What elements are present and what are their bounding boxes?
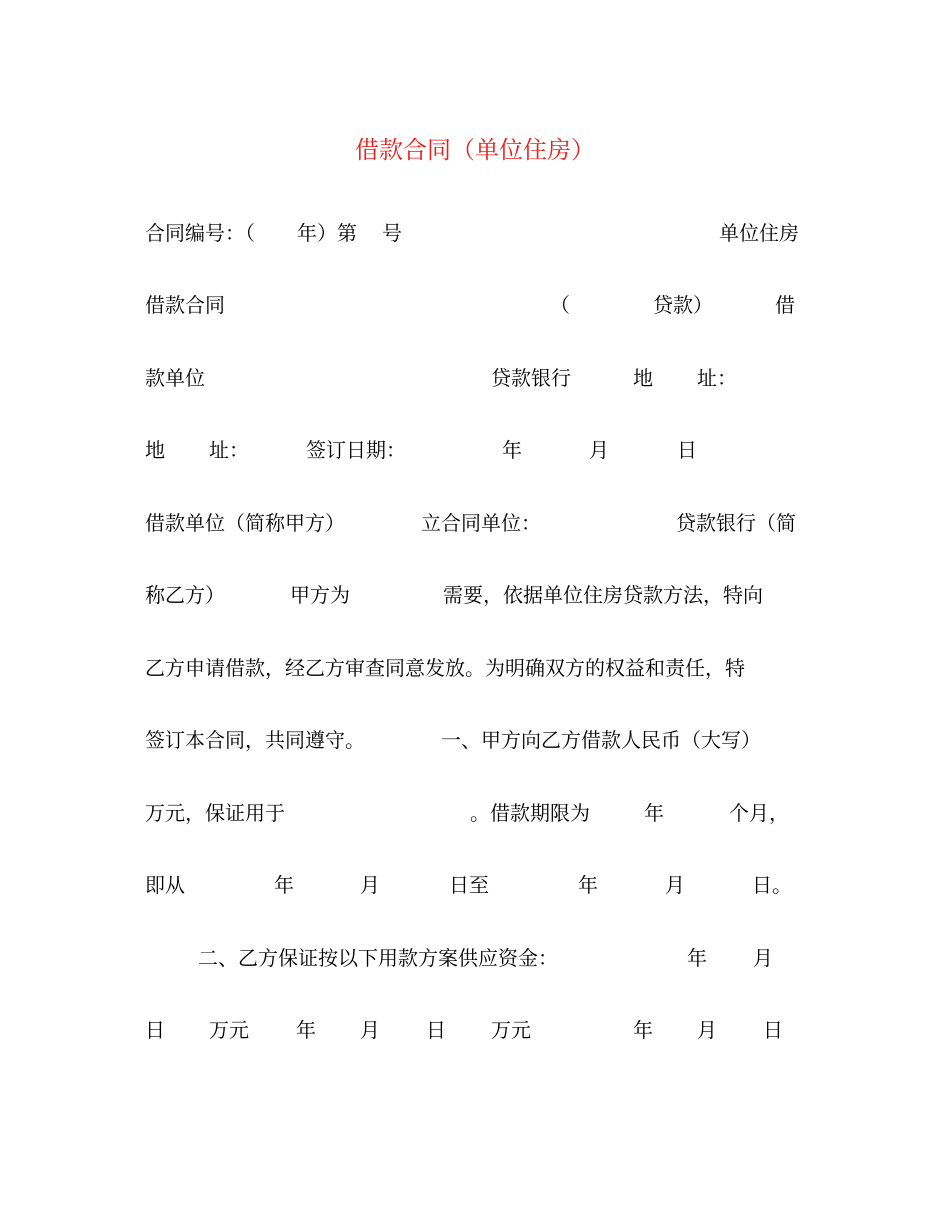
text-segment: 月 bbox=[665, 873, 685, 897]
text-segment: 万元，保证用于 bbox=[145, 801, 285, 825]
text-line-3 bbox=[0, 363, 950, 393]
text-segment: 址： bbox=[697, 366, 737, 390]
text-line-10 bbox=[0, 870, 950, 900]
text-segment: 址： bbox=[209, 438, 249, 462]
contract-number-label: 合同编号：（ bbox=[145, 221, 255, 245]
text-line-11 bbox=[0, 943, 950, 973]
text-line-2 bbox=[0, 290, 950, 320]
text-segment: 年 bbox=[274, 873, 294, 897]
text-line-6 bbox=[0, 580, 950, 610]
text-line-4 bbox=[0, 435, 950, 465]
text-segment: 万元 bbox=[209, 1018, 249, 1042]
text-segment: 年 bbox=[687, 946, 707, 970]
text-segment: 月 bbox=[360, 873, 380, 897]
text-segment: 乙方申请借款，经乙方审查同意发放。为明确双方的权益和责任，特 bbox=[145, 656, 745, 680]
clause-two-start: 二、乙方保证按以下用款方案供应资金： bbox=[198, 946, 558, 970]
text-line-12 bbox=[0, 1015, 950, 1045]
text-line-9 bbox=[0, 798, 950, 828]
text-segment: 年 bbox=[578, 873, 598, 897]
text-segment: 签订本合同，共同遵守。 bbox=[145, 728, 365, 752]
text-segment: 。借款期限为 bbox=[470, 801, 590, 825]
text-segment: 日 bbox=[763, 1018, 783, 1042]
text-segment: 月 bbox=[589, 438, 609, 462]
text-segment: 贷款银行 bbox=[491, 366, 571, 390]
text-segment: 借 bbox=[775, 293, 795, 317]
text-segment: 借款单位（简称甲方） bbox=[145, 511, 345, 535]
text-segment: 月 bbox=[753, 946, 773, 970]
text-segment: 日至 bbox=[449, 873, 489, 897]
text-segment: 年 bbox=[296, 1018, 316, 1042]
text-segment: 年 bbox=[633, 1018, 653, 1042]
text-segment: 日 bbox=[677, 438, 697, 462]
text-segment: 单位住房 bbox=[719, 221, 799, 245]
document-title: 借款合同（单位住房） bbox=[355, 136, 595, 164]
clause-one-start: 一、甲方向乙方借款人民币（大写） bbox=[441, 728, 761, 752]
text-line-7 bbox=[0, 653, 950, 683]
text-segment: 号 bbox=[382, 221, 402, 245]
text-segment: 月 bbox=[697, 1018, 717, 1042]
text-segment: 个月， bbox=[729, 801, 789, 825]
text-segment: 日 bbox=[145, 1018, 165, 1042]
text-segment: 即从 bbox=[145, 873, 185, 897]
signing-date-label: 签订日期： bbox=[306, 438, 406, 462]
text-segment: 地 bbox=[145, 438, 165, 462]
text-segment: （ bbox=[550, 293, 570, 317]
text-line-5 bbox=[0, 508, 950, 538]
text-segment: 称乙方） bbox=[145, 583, 225, 607]
text-segment: 立合同单位： bbox=[421, 511, 541, 535]
text-segment: 贷款银行（简 bbox=[676, 511, 796, 535]
text-segment: 需要，依据单位住房贷款方法，特向 bbox=[443, 583, 763, 607]
text-segment: 贷款） bbox=[653, 293, 713, 317]
text-segment: 日。 bbox=[752, 873, 792, 897]
text-segment: 款单位 bbox=[145, 366, 205, 390]
text-segment: 年 bbox=[644, 801, 664, 825]
text-segment: 甲方为 bbox=[290, 583, 350, 607]
text-segment: 地 bbox=[633, 366, 653, 390]
text-line-8 bbox=[0, 725, 950, 755]
text-line-1 bbox=[0, 218, 950, 248]
text-segment: 日 bbox=[426, 1018, 446, 1042]
text-segment: 借款合同 bbox=[145, 293, 225, 317]
text-segment: 年）第 bbox=[297, 221, 357, 245]
text-segment: 年 bbox=[502, 438, 522, 462]
text-segment: 万元 bbox=[491, 1018, 531, 1042]
text-segment: 月 bbox=[360, 1018, 380, 1042]
